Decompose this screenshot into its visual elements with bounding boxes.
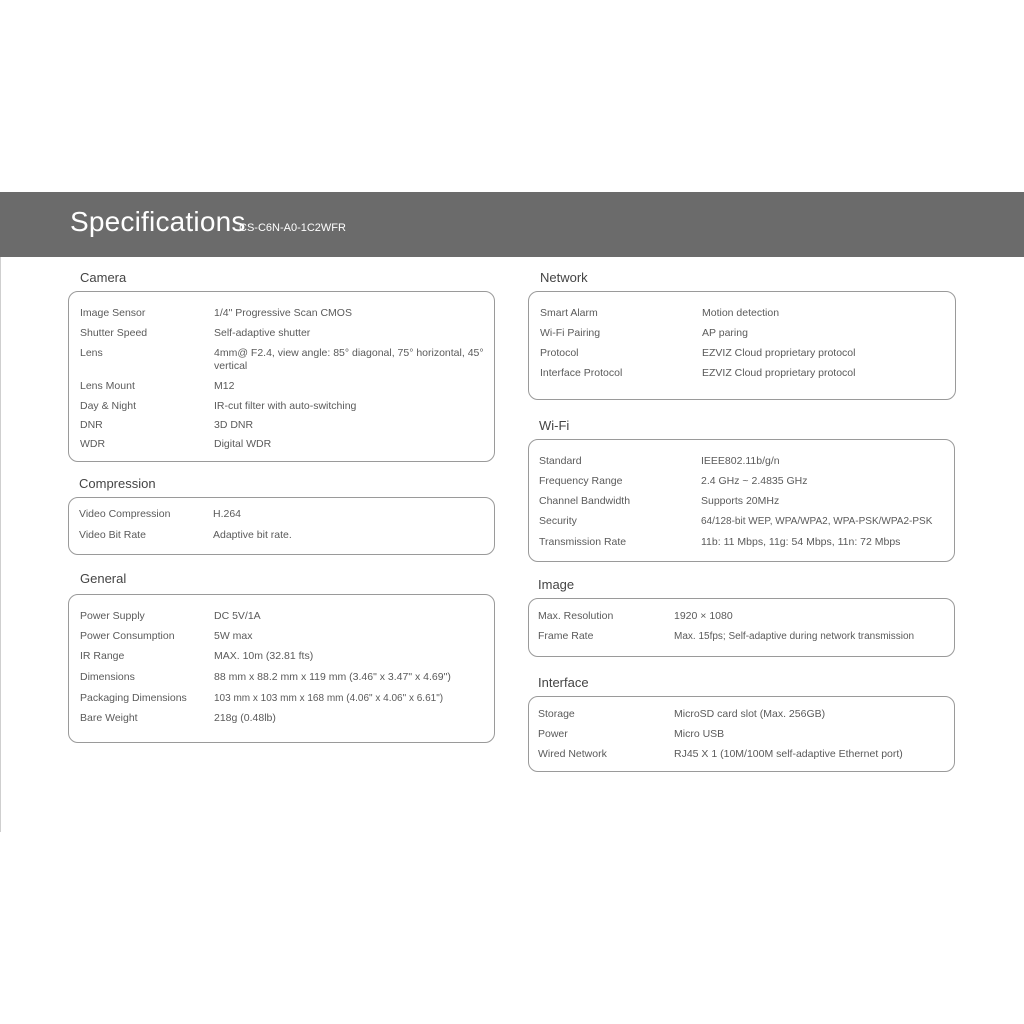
spec-key: Power Supply	[80, 610, 145, 622]
spec-key: Video Compression	[79, 508, 171, 520]
spec-value: EZVIZ Cloud proprietary protocol	[702, 347, 856, 359]
spec-value: Max. 15fps; Self-adaptive during network transmission	[674, 631, 915, 642]
spec-value: MAX. 10m (32.81 fts)	[214, 650, 314, 662]
spec-value: 4mm@ F2.4, view angle: 85° diagonal, 75° horizontal, 45° vertical	[214, 347, 484, 372]
spec-value: RJ45 X 1 (10M/100M self-adaptive Ethernet port)	[674, 748, 903, 760]
spec-key: Frequency Range	[539, 475, 623, 487]
spec-key: WDR	[80, 438, 106, 450]
spec-value: 64/128-bit WEP, WPA/WPA2, WPA-PSK/WPA2-PSK	[701, 516, 933, 527]
specifications-header	[0, 192, 1024, 257]
spec-key: Smart Alarm	[540, 307, 598, 319]
spec-value: H.264	[213, 508, 242, 520]
spec-key: Protocol	[540, 347, 579, 359]
camera-section-title: Camera	[80, 270, 127, 285]
spec-value: 3D DNR	[214, 419, 254, 431]
spec-key: Standard	[539, 455, 582, 467]
compression-spec-box	[68, 497, 495, 555]
spec-value: DC 5V/1A	[214, 610, 261, 622]
spec-key: Wired Network	[538, 748, 607, 760]
spec-value: MicroSD card slot (Max. 256GB)	[674, 708, 826, 720]
spec-value: 1920 × 1080	[674, 610, 733, 622]
spec-value: 2.4 GHz ~ 2.4835 GHz	[701, 475, 808, 487]
spec-key: Bare Weight	[80, 712, 138, 724]
spec-value: 5W max	[214, 630, 253, 642]
spec-value: AP paring	[702, 327, 748, 339]
spec-key: Interface Protocol	[540, 367, 623, 379]
spec-value: IR-cut filter with auto-switching	[214, 400, 357, 412]
left-divider	[0, 257, 1, 832]
spec-key: Security	[539, 515, 577, 527]
image-spec-box	[528, 598, 955, 657]
spec-key: Wi-Fi Pairing	[540, 327, 601, 339]
interface-spec-box	[528, 696, 955, 772]
spec-key: Image Sensor	[80, 307, 146, 319]
spec-key: Channel Bandwidth	[539, 495, 631, 507]
compression-section-title: Compression	[79, 476, 156, 491]
network-section-title: Network	[540, 270, 588, 285]
spec-key: Lens	[80, 347, 103, 359]
spec-value: 103 mm x 103 mm x 168 mm (4.06" x 4.06" x 6.61")	[214, 693, 444, 704]
spec-key: Dimensions	[80, 671, 135, 683]
spec-value: Self-adaptive shutter	[214, 327, 311, 339]
spec-value: Digital WDR	[214, 438, 272, 450]
spec-key: Transmission Rate	[539, 536, 627, 548]
wifi-section-title: Wi-Fi	[539, 418, 570, 433]
spec-key: Shutter Speed	[80, 327, 148, 339]
page-title: Specifications	[70, 206, 246, 237]
spec-key: Lens Mount	[80, 380, 135, 392]
spec-key: Frame Rate	[538, 630, 594, 642]
spec-value: EZVIZ Cloud proprietary protocol	[702, 367, 856, 379]
spec-value: Micro USB	[674, 728, 725, 740]
network-spec-box	[528, 291, 956, 400]
spec-key: IR Range	[80, 650, 125, 662]
image-section-title: Image	[538, 577, 575, 592]
spec-key: Day & Night	[80, 400, 137, 412]
spec-key: Power Consumption	[80, 630, 175, 642]
spec-key: Storage	[538, 708, 575, 720]
wifi-spec-box	[528, 439, 955, 562]
spec-value: Supports 20MHz	[701, 495, 780, 507]
spec-value: M12	[214, 380, 235, 392]
spec-key: Max. Resolution	[538, 610, 614, 622]
spec-key: DNR	[80, 419, 103, 431]
spec-value: 218g (0.48lb)	[214, 712, 276, 724]
spec-key: Video Bit Rate	[79, 529, 146, 541]
spec-key: Packaging Dimensions	[80, 692, 187, 704]
spec-value: Motion detection	[702, 307, 780, 319]
spec-key: Power	[538, 728, 568, 740]
spec-value: 1/4" Progressive Scan CMOS	[214, 307, 352, 319]
model-number: CS-C6N-A0-1C2WFR	[239, 222, 346, 234]
camera-spec-box	[68, 291, 495, 462]
spec-value: IEEE802.11b/g/n	[701, 455, 780, 467]
spec-value: 11b: 11 Mbps, 11g: 54 Mbps, 11n: 72 Mbps	[701, 536, 901, 548]
spec-value: Adaptive bit rate.	[213, 529, 292, 541]
interface-section-title: Interface	[538, 675, 589, 690]
general-section-title: General	[80, 571, 127, 586]
spec-value: 88 mm x 88.2 mm x 119 mm (3.46" x 3.47" x 4.69")	[214, 671, 451, 683]
general-spec-box	[68, 594, 495, 743]
